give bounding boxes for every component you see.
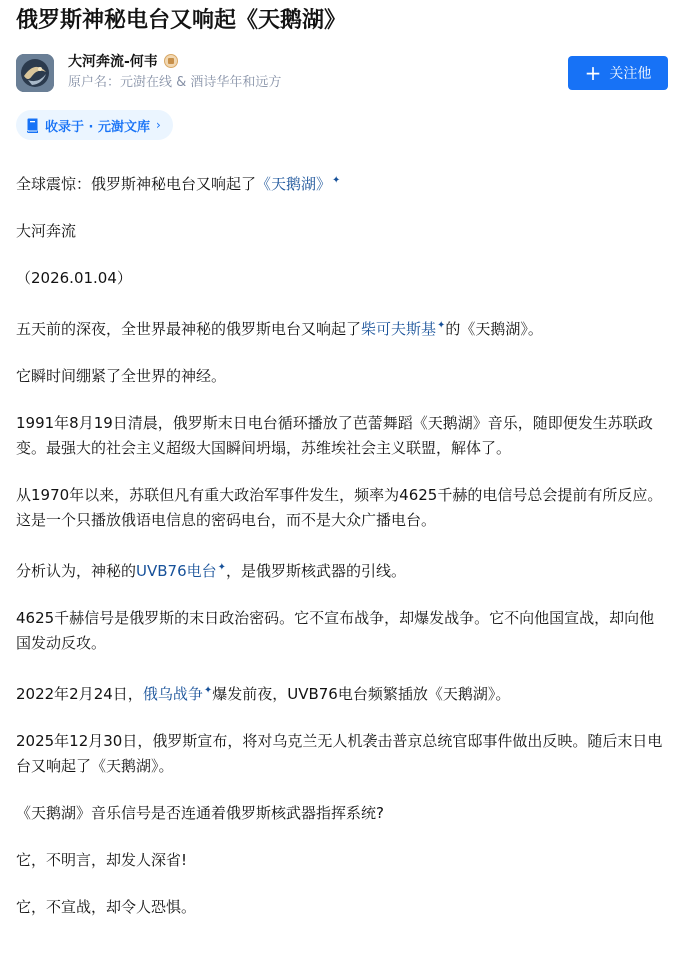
avatar[interactable]: [16, 54, 54, 92]
paragraph-text: 2022年2月24日，: [16, 685, 143, 703]
paragraph-text: 的《天鹅湖》。: [445, 320, 543, 338]
paragraph-text: 五天前的深夜，全世界最神秘的俄罗斯电台又响起了: [16, 320, 362, 338]
paragraph: [16, 678, 668, 707]
paragraph: [16, 168, 668, 197]
link-tchaikovsky[interactable]: 柴可夫斯基: [361, 320, 437, 338]
author-name[interactable]: 大河奔流-何韦: [68, 54, 158, 70]
paragraph: 2025年12月30日，俄罗斯宣布，将对乌克兰无人机袭击普京总统官邸事件做出反映。随后末日电台又响起了《天鹅湖》。: [16, 732, 663, 775]
paragraph: （2026.01.04）: [16, 269, 132, 287]
follow-label: 关注他: [609, 66, 652, 82]
paragraph-text: 分析认为，神秘的: [16, 562, 137, 580]
paragraph-text: 全球震惊：俄罗斯神秘电台又响起了: [16, 175, 257, 193]
collection-label: 收录于 · 元澍文库: [45, 119, 150, 135]
plus-icon: +: [584, 61, 602, 85]
paragraph: 它瞬时间绷紧了全世界的神经。: [16, 367, 227, 385]
sparkle-icon: ✦: [437, 320, 446, 331]
original-account-label: 原户名：元澍在线 & 酒诗华年和远方: [68, 75, 282, 90]
link-russia-ukraine-war[interactable]: 俄乌战争: [142, 685, 203, 703]
creator-badge-icon: [164, 54, 178, 68]
paragraph: 4625千赫信号是俄罗斯的末日政治密码。它不宣布战争，却爆发战争。它不向他国宣战，却向他国发动反攻。: [16, 609, 655, 652]
link-swan-lake[interactable]: 《天鹅湖》: [256, 175, 332, 193]
paragraph: [16, 313, 668, 342]
paragraph-text: ，是俄罗斯核武器的引线。: [226, 562, 407, 580]
paragraph: 大河奔流: [16, 222, 77, 240]
paragraph: 1991年8月19日清晨，俄罗斯末日电台循环播放了芭蕾舞蹈《天鹅湖》音乐，随即便发生苏联政变。最强大的社会主义超级大国瞬间坍塌，苏维埃社会主义联盟，解体了。: [16, 414, 653, 457]
collection-tag[interactable]: [16, 110, 173, 140]
paragraph-text: 爆发前夜，UVB76电台频繁插放《天鹅湖》。: [212, 685, 511, 703]
sparkle-icon: ✦: [203, 685, 213, 696]
link-uvb76[interactable]: UVB76电台: [136, 562, 217, 580]
book-icon: [26, 118, 39, 133]
sparkle-icon: ✦: [332, 175, 341, 186]
chevron-right-icon: ›: [156, 118, 161, 132]
paragraph: 《天鹅湖》音乐信号是否连通着俄罗斯核武器指挥系统?: [16, 804, 384, 822]
paragraph: 它，不明言，却发人深省!: [16, 851, 188, 869]
follow-button[interactable]: [568, 56, 668, 90]
author-row: [16, 52, 668, 98]
paragraph: 从1970年以来，苏联但凡有重大政治军事件发生，频率为4625千赫的电信号总会提前有所反应。这是一个只播放俄语电信息的密码电台，而不是大众广播电台。: [16, 486, 663, 529]
paragraph: 它，不宣战，却令人恐惧。: [16, 898, 197, 916]
sparkle-icon: ✦: [217, 562, 227, 573]
article-content: [16, 168, 668, 942]
avatar-image: [16, 54, 54, 92]
author-name-wrap: [68, 52, 178, 70]
paragraph: [16, 555, 668, 584]
article-title: 俄罗斯神秘电台又响起《天鹅湖》: [16, 8, 347, 33]
